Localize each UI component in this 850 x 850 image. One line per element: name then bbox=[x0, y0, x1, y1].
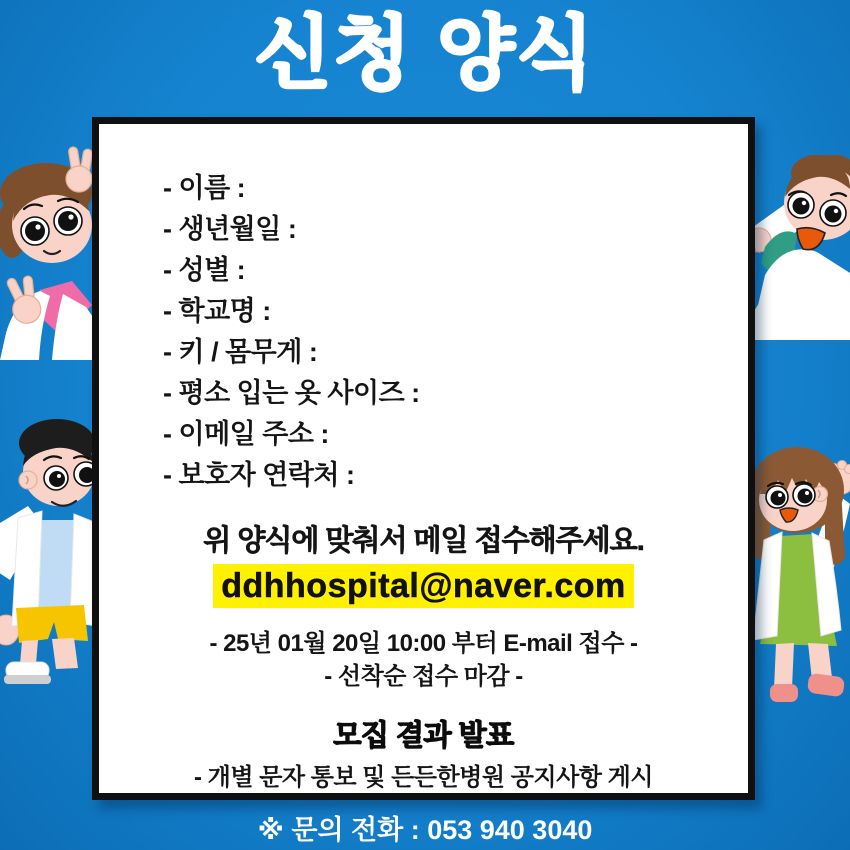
form-field-guardian-contact: - 보호자 연락처 : bbox=[163, 460, 355, 490]
doctor-boy-standing-illustration bbox=[0, 408, 100, 708]
form-fields-list bbox=[99, 168, 748, 496]
doctor-girl-waving-illustration bbox=[740, 428, 850, 728]
contact-phone-line: ※ 문의 전화 : 053 940 3040 bbox=[257, 815, 593, 845]
form-field-birthdate: - 생년월일 : bbox=[163, 214, 297, 244]
doctor-boy-arms-out-illustration bbox=[745, 155, 850, 340]
form-field-name: - 이름 : bbox=[163, 173, 246, 203]
submission-instruction: 위 양식에 맞춰서 메일 접수해주세요. bbox=[203, 525, 644, 557]
schedule-deadline-line: - 선착순 접수 마감 - bbox=[324, 663, 523, 690]
poster-title: 신청 양식 bbox=[254, 9, 596, 98]
form-field-email: - 이메일 주소 : bbox=[163, 419, 329, 449]
application-form-card bbox=[92, 117, 755, 800]
form-field-clothing-size: - 평소 입는 옷 사이즈 : bbox=[163, 378, 420, 408]
schedule-start-line: - 25년 01월 20일 10:00 부터 E-mail 접수 - bbox=[209, 630, 638, 657]
schedule-block bbox=[99, 627, 748, 693]
form-field-height-weight: - 키 / 몸무게 : bbox=[163, 337, 318, 367]
result-announcement-detail: - 개별 문자 통보 및 든든한병원 공지사항 게시 bbox=[194, 764, 653, 791]
form-field-gender: - 성별 : bbox=[163, 255, 246, 285]
doctor-kid-peace-signs-illustration bbox=[0, 145, 100, 360]
result-announcement-heading: 모집 결과 발표 bbox=[333, 720, 514, 752]
form-field-school: - 학교명 : bbox=[163, 296, 271, 326]
submission-email-highlight: ddhhospital@naver.com bbox=[213, 564, 634, 608]
email-row bbox=[99, 564, 748, 615]
